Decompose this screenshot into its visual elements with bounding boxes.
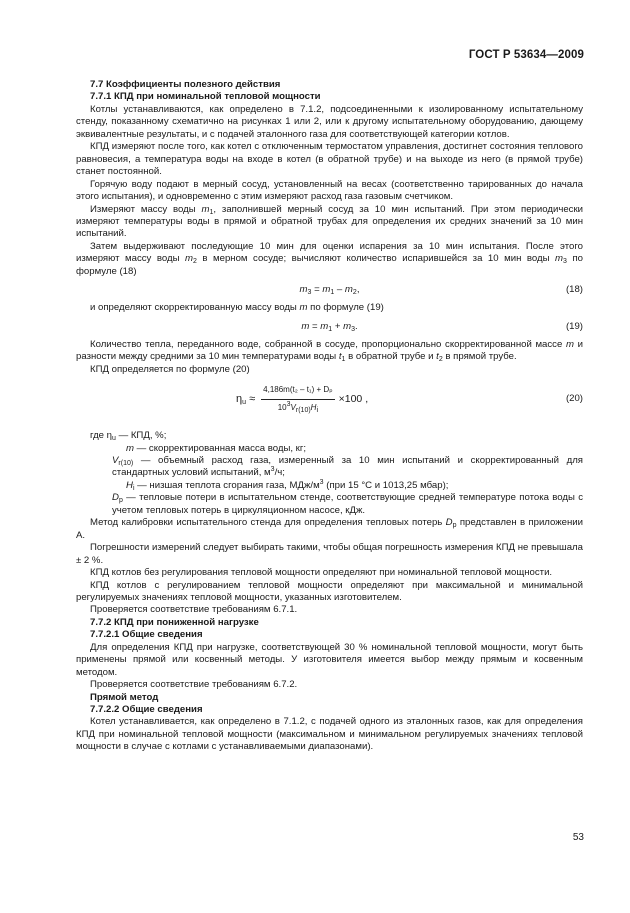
standard-header: ГОСТ Р 53634—2009 [468, 49, 584, 61]
section-7-7-title: 7.7 Коэффициенты полезного действия [90, 79, 281, 90]
paragraph-15: Проверяется соответствие требованиям 6.7.2. [90, 679, 298, 691]
paragraph-7: Количество тепла, переданного воде, собранной в сосуде, пропорционально скорректированной массе m и разности между средними за 10 мин температурами воды $t_1$ в обратной трубе и $t_2$ в прямой трубе. [76, 338, 583, 364]
section-7-7-2-2-title: 7.7.2.2 Общие сведения [90, 704, 203, 716]
document-body [76, 79, 583, 754]
formula-18-expression: $m_3 = m_1 - m_2$, [299, 284, 360, 297]
section-7-7-2-1-title: 7.7.2.1 Общие сведения [90, 629, 203, 641]
paragraph-5: Затем выдерживают последующие 10 мин для оценки испарения за 10 мин испытания. После этого измеряют массу воды $m_2$ в мерном сосуде; вычисляют количество испарившейся за 10 мин воды $m_3$ по формуле (18) [76, 240, 583, 277]
definition-eta: где $\eta_u$ — КПД, %; [90, 430, 167, 443]
paragraph-1: Котлы устанавливаются, как определено в 7.1.2, подсоединенными к изолированному испытательному стенду, показанному схематично на рисунках 1 или 2, или к другому испытательному оборудованию, дающему эквивалентные результаты, и с подачей эталонного газа для соответствующей категории котлов. [76, 103, 583, 140]
paragraph-11: КПД котлов без регулирования тепловой мощности определяют при номинальной тепловой мощности. [90, 567, 553, 579]
definition-v: $V_{r(10)}$ — объемный расход газа, измеренный за 10 мин испытаний и скорректированный для стандартных условий испытаний, $м^3/ч$; [112, 454, 583, 479]
paragraph-2: КПД измеряют после того, как котел с отключенным термостатом управления, достигнет состояния теплового равновесия, а температура воды на входе в котел (в обратной трубе) и на выходе из него (в прямой трубе) станет постоянной. [76, 141, 583, 178]
definition-h: $H_i$ — низшая теплота сгорания газа, МДж/$м^3$ (при 15 °С и 1013,25 мбар); [126, 478, 449, 492]
paragraph-10: Погрешности измерений следует выбирать такими, чтобы общая погрешность измерения КПД не превышала ± 2 %. [76, 542, 583, 566]
paragraph-6: и определяют скорректированную массу воды m по формуле (19) [90, 302, 384, 314]
paragraph-16: Котел устанавливается, как определено в 7.1.2, с подачей одного из эталонных газов, как для определения КПД при номинальной тепловой мощности (максимальном и минимальном регулируемых значениях тепловой мощности в случае с котлами с устанавливаемыми диапазонами). [76, 716, 583, 753]
formula-18 [76, 280, 583, 300]
formula-20-multiplier: ×100 , [338, 392, 369, 405]
section-7-7-2-title: 7.7.2 КПД при пониженной нагрузке [90, 616, 259, 628]
paragraph-4: Измеряют массу воды $m_1$, заполнившей мерный сосуд за 10 мин испытаний. При этом периодически измеряют температуры воды в прямой и обратной трубах для определения их средних значений за 10 мин испытаний. [76, 203, 584, 240]
definition-d: $D_p$ — тепловые потери в испытательном стенде, соответствующие средней температуре потока воды с учетом тепловых потерь в циркуляционном насосе, кДж. [112, 492, 583, 516]
paragraph-12: КПД котлов с регулированием тепловой мощности определяют при максимальной и минимальной регулируемых значениях тепловой мощности, указанных изготовителем. [76, 579, 583, 603]
formula-19-number: (19) [565, 320, 583, 332]
paragraph-14: Для определения КПД при нагрузке, соответствующей 30 % номинальной тепловой мощности, могут быть применены прямой или косвенный методы. У изготовителя имеется выбор между прямым и косвенным методом. [76, 641, 583, 678]
direct-method-title: Прямой метод [90, 691, 159, 703]
formula-20 [76, 380, 583, 424]
formula-18-number: (18) [565, 284, 583, 296]
formula-20-number: (20) [565, 393, 583, 405]
formula-19-expression: $m = m_1 + m_3$. [301, 320, 358, 333]
eta-symbol: $\eta_u$ ≈ [236, 392, 256, 406]
definition-m: m — скорректированная масса воды, кг; [126, 442, 307, 454]
paragraph-13: Проверяется соответствие требованиям 6.7.1. [90, 604, 298, 616]
paragraph-3: Горячую воду подают в мерный сосуд, установленный на весах (соответственно тарированных до начала этого испытания), и одновременно с этим измеряют расход газа газовым счетчиком. [76, 178, 583, 203]
formula-19 [76, 317, 583, 337]
formula-20-numerator: 4,186m(t₂ – t₁) + Dₚ [261, 384, 334, 399]
page-number: 53 [572, 832, 584, 843]
paragraph-9: Метод калибровки испытательного стенда для определения тепловых потерь $D_p$ представлен в приложении А. [76, 517, 584, 541]
formula-20-expression [236, 384, 368, 414]
formula-20-denominator: $10^3V_{r(10)}H_i$ [277, 400, 319, 414]
section-7-7-1-title: 7.7.1 КПД при номинальной тепловой мощности [90, 91, 321, 103]
formula-20-fraction [261, 384, 334, 414]
paragraph-8: КПД определяется по формуле (20) [90, 363, 250, 375]
